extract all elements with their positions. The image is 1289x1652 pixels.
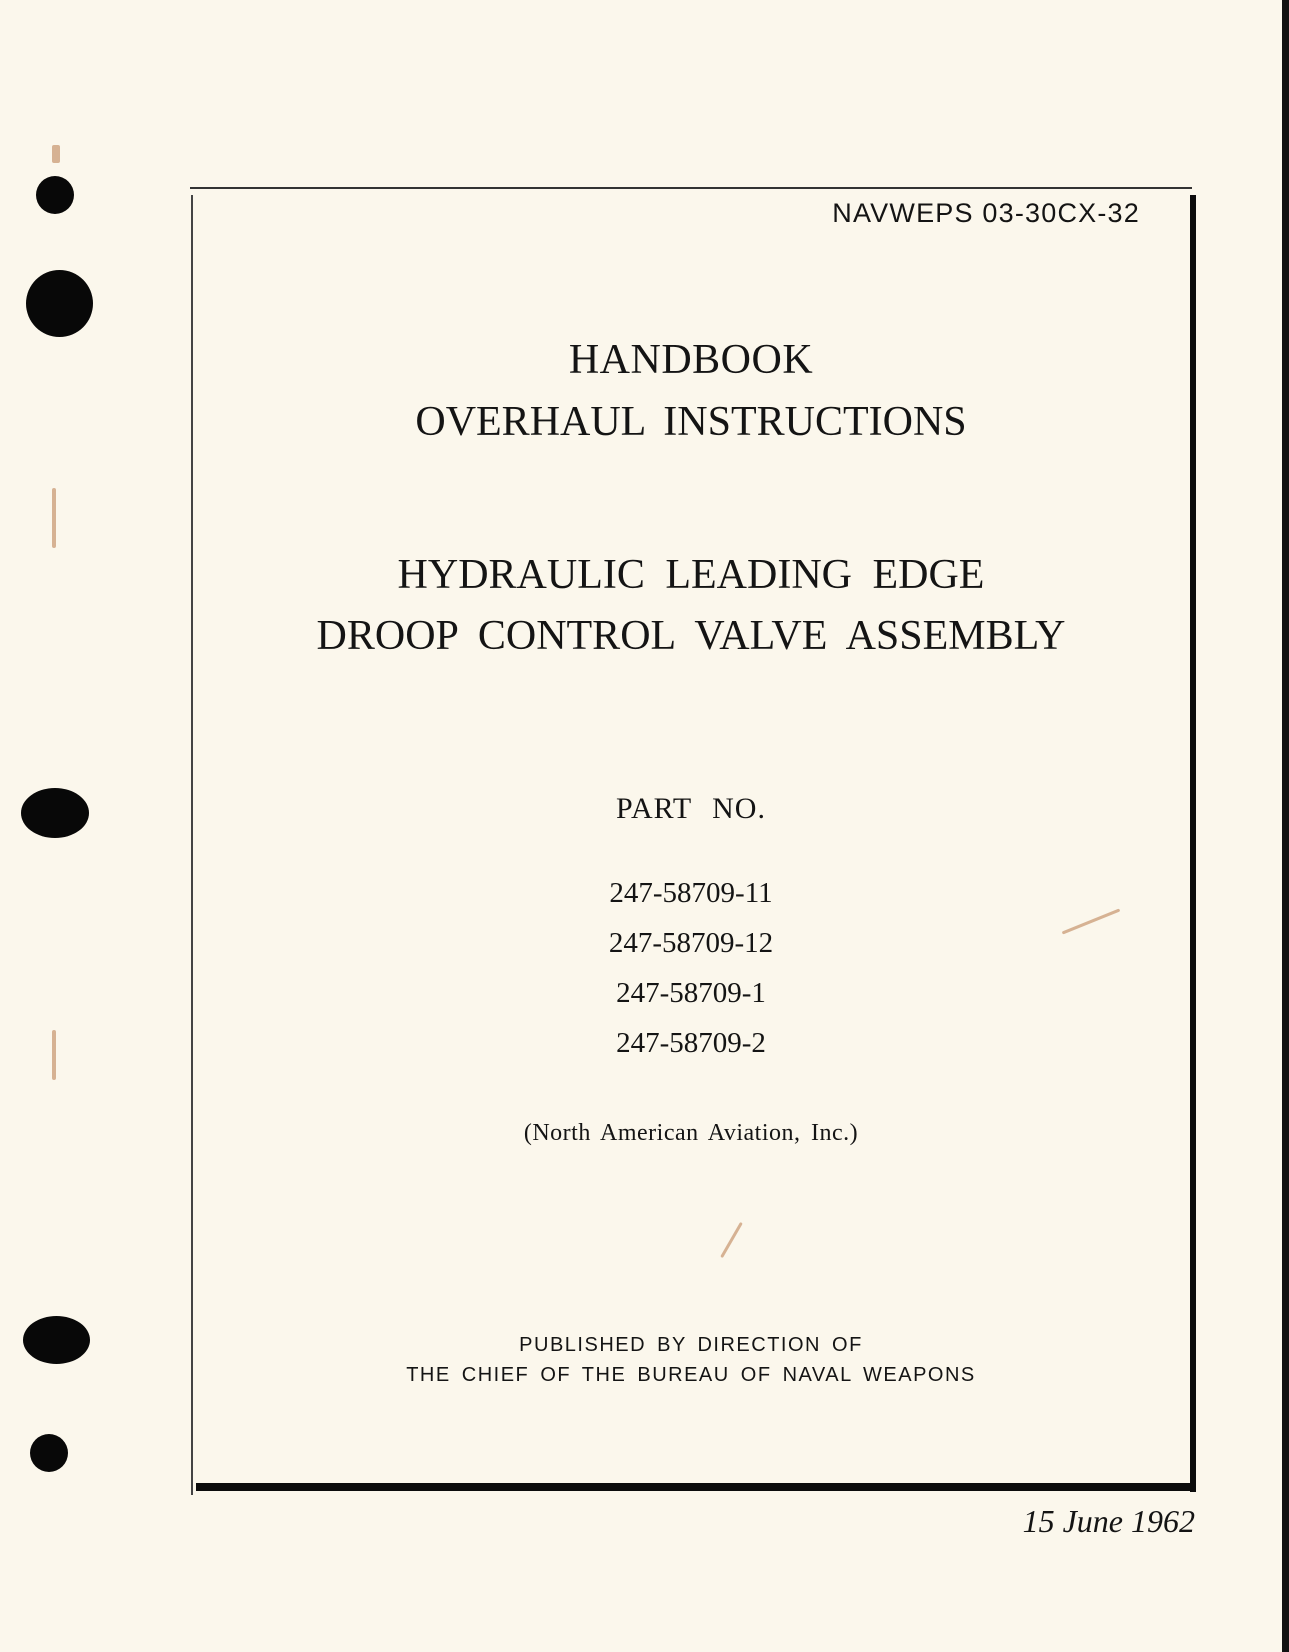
publisher-line-2: THE CHIEF OF THE BUREAU OF NAVAL WEAPONS: [406, 1364, 976, 1386]
rust-stain: [52, 1030, 56, 1080]
document-number: NAVWEPS 03-30CX-32: [832, 198, 1140, 228]
binder-hole: [21, 788, 89, 838]
publication-date: 15 June 1962: [1022, 1503, 1195, 1539]
frame-top-rule: [190, 187, 1192, 189]
part-number: 247-58709-12: [608, 927, 774, 959]
subject-line-2: DROOP CONTROL VALVE ASSEMBLY: [316, 613, 1066, 659]
title-line-2: OVERHAUL INSTRUCTIONS: [415, 399, 967, 445]
part-number: 247-58709-1: [616, 977, 766, 1009]
binder-hole: [36, 176, 74, 214]
scan-edge: [1282, 0, 1289, 1652]
binder-hole: [23, 1316, 90, 1364]
part-number: 247-58709-11: [609, 877, 773, 909]
publisher-line-1: PUBLISHED BY DIRECTION OF: [519, 1334, 863, 1356]
manufacturer: (North American Aviation, Inc.): [523, 1120, 859, 1146]
frame-right-rule: [1190, 195, 1196, 1492]
subject-line-1: HYDRAULIC LEADING EDGE: [397, 552, 985, 598]
title-line-1: HANDBOOK: [568, 337, 814, 383]
rust-stain: [52, 488, 56, 548]
rust-stain: [720, 1222, 743, 1258]
part-number: 247-58709-2: [616, 1027, 766, 1059]
part-number-label: PART NO.: [616, 792, 766, 825]
publisher-statement: [191, 1330, 1191, 1390]
rust-stain: [52, 145, 60, 163]
frame-left-rule: [191, 195, 193, 1495]
frame-bottom-rule: [196, 1483, 1196, 1491]
binder-hole: [30, 1434, 68, 1472]
binder-hole: [26, 270, 93, 337]
part-number-list: [191, 868, 1191, 1068]
